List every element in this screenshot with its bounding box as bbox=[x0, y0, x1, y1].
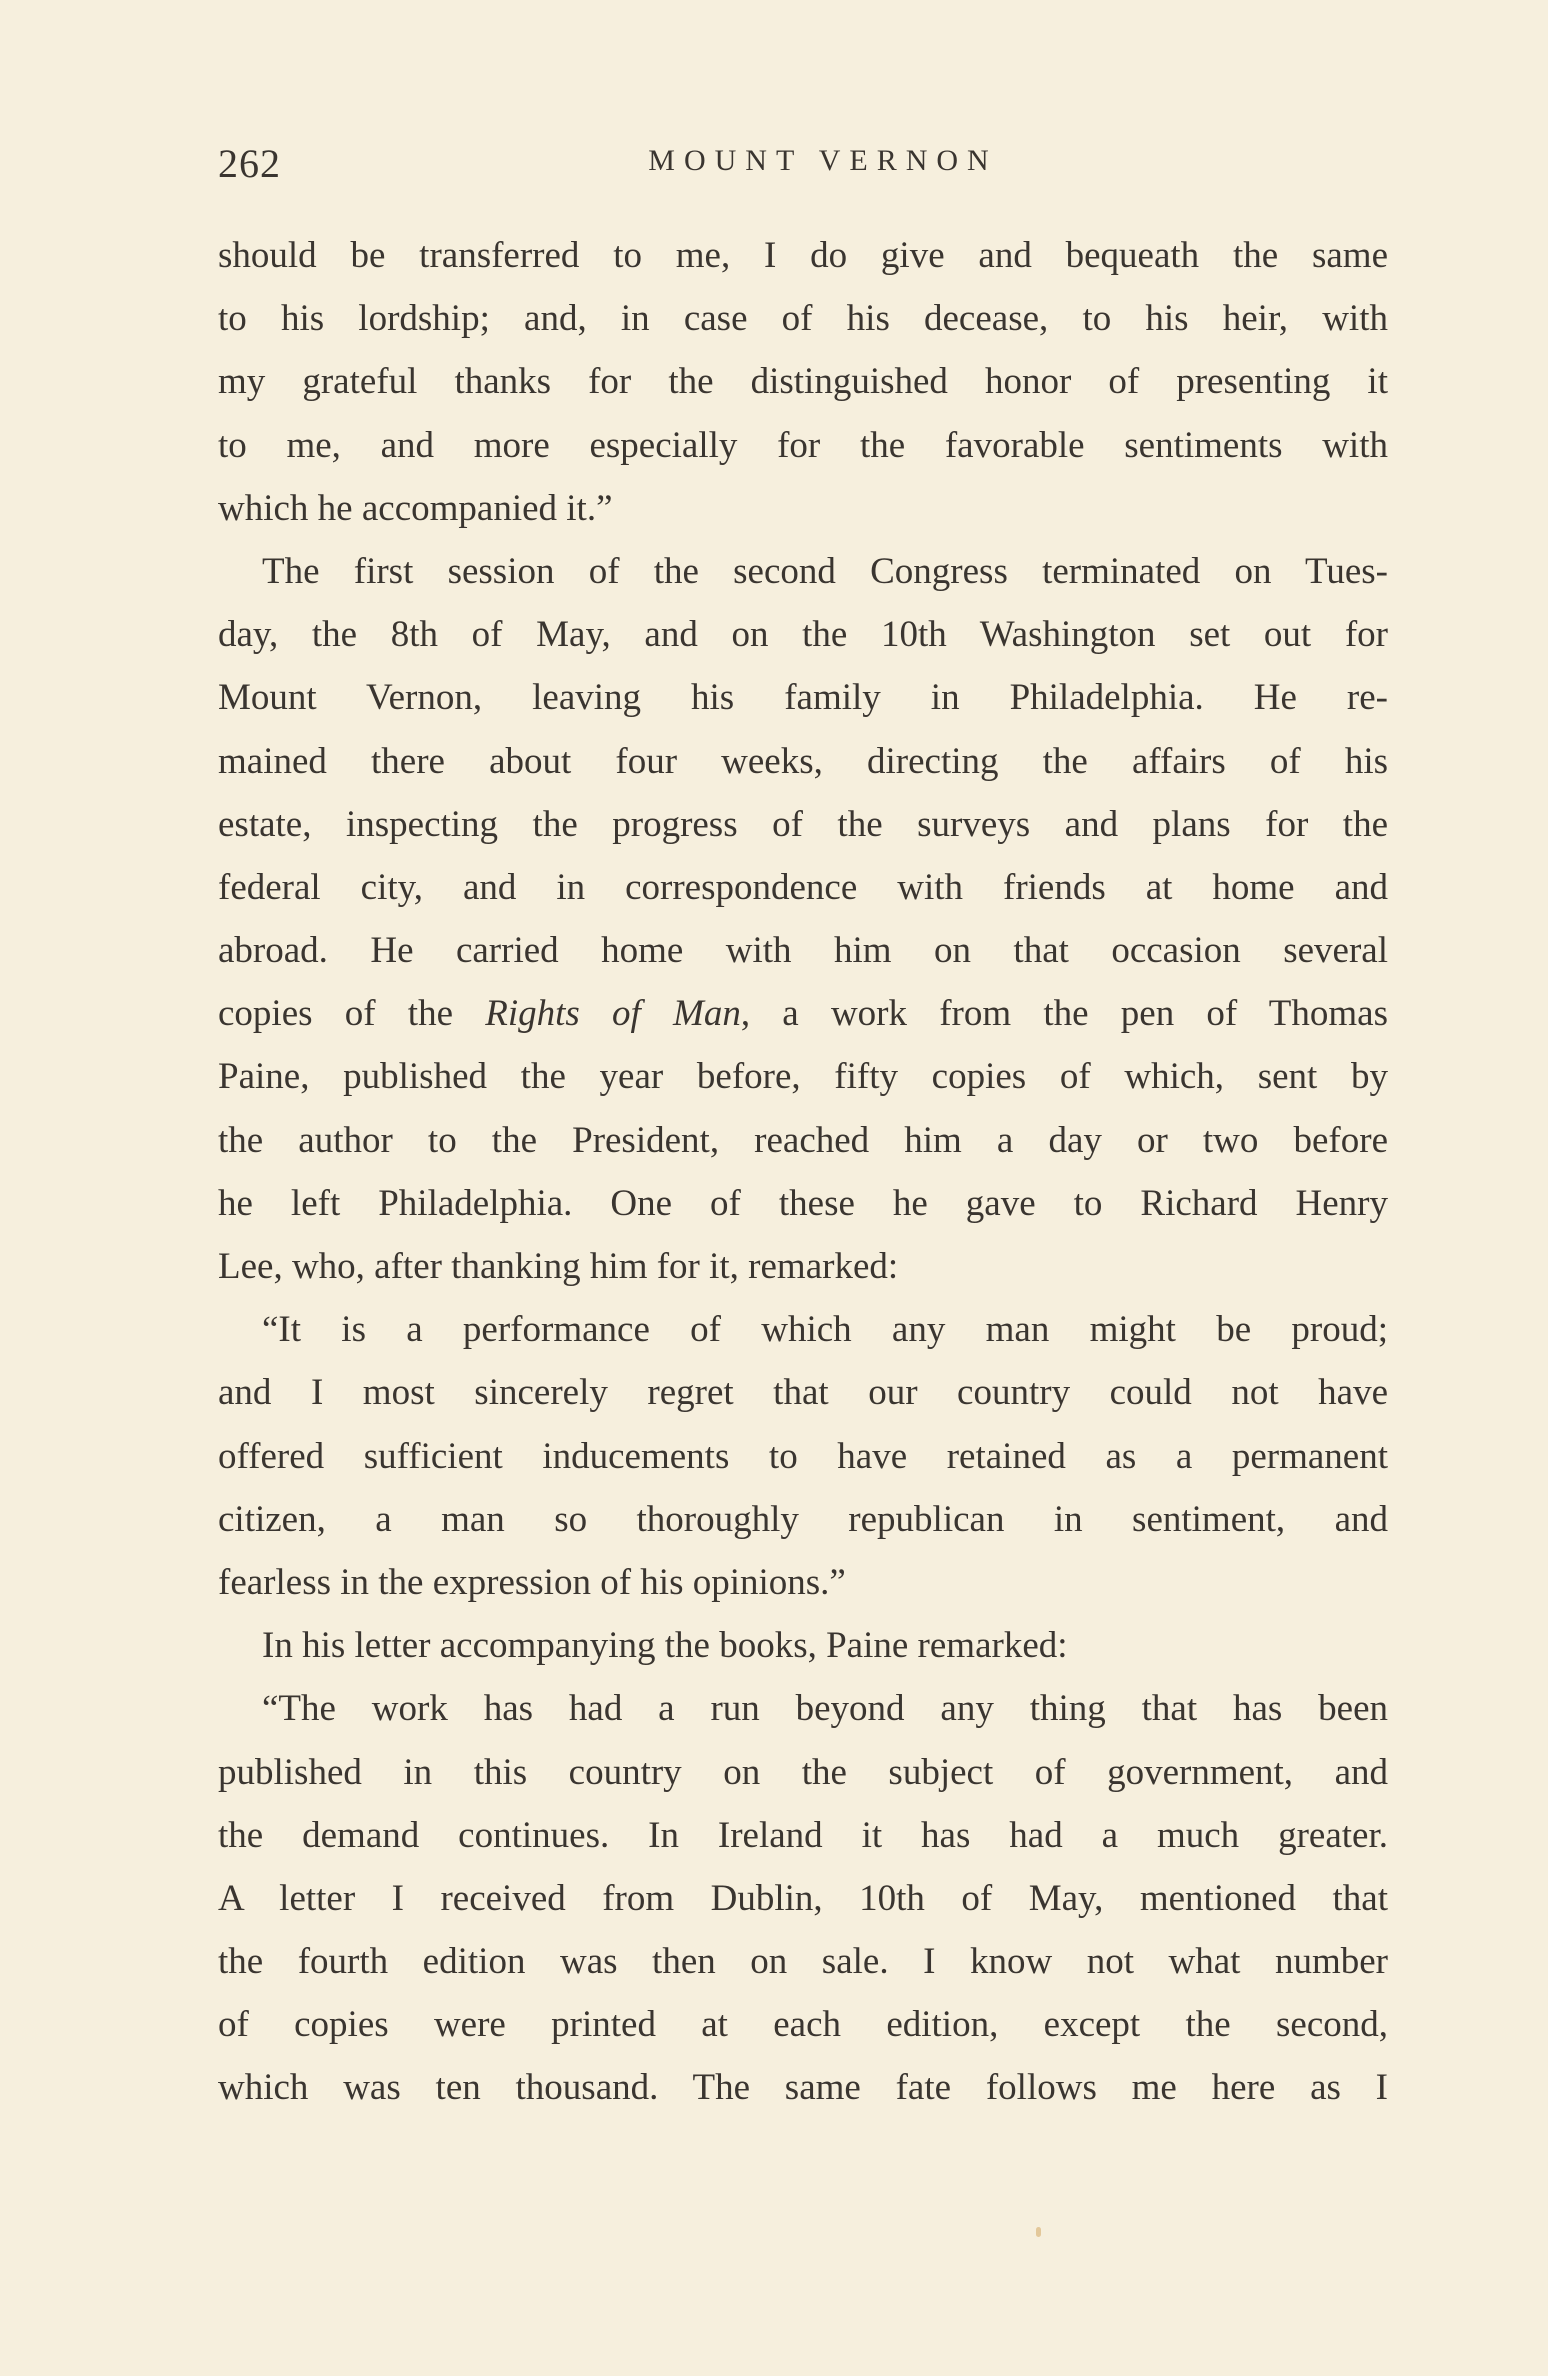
text-line: offered sufficient inducements to have retained as a permanent bbox=[218, 1435, 1388, 1477]
text-line: Lee, who, after thanking him for it, remarked: bbox=[218, 1246, 899, 1287]
text-line: federal city, and in correspondence with friends at home and bbox=[218, 866, 1388, 908]
text-line: Mount Vernon, leaving his family in Philadelphia. He re- bbox=[218, 677, 1388, 719]
text-line: citizen, a man so thoroughly republican in sentiment, and bbox=[218, 1498, 1388, 1540]
body-text bbox=[218, 224, 1388, 2120]
text-line: and I most sincerely regret that our country could not have bbox=[218, 1372, 1388, 1414]
book-title-rights-of-man: Rights of Man bbox=[485, 993, 741, 1035]
text-line: of copies were printed at each edition, except the second, bbox=[218, 2004, 1388, 2046]
text-line: published in this country on the subject of government, and bbox=[218, 1751, 1388, 1793]
text-line: “The work has had a run beyond any thing that has been bbox=[262, 1688, 1388, 1730]
text-line: Paine, published the year before, fifty copies of which, sent by bbox=[218, 1056, 1388, 1098]
text-line: the author to the President, reached him a day or two before bbox=[218, 1119, 1388, 1161]
page-number: 262 bbox=[218, 141, 281, 186]
paper-speck bbox=[1036, 2227, 1041, 2237]
text-line-start: copies of the bbox=[218, 993, 486, 1035]
running-head bbox=[218, 140, 1388, 190]
text-line: The first session of the second Congress terminated on Tues- bbox=[262, 550, 1388, 592]
text-line: mained there about four weeks, directing the affairs of his bbox=[218, 740, 1388, 782]
text-line: which he accompanied it.” bbox=[218, 487, 613, 529]
text-line: A letter I received from Dublin, 10th of May, mentioned that bbox=[218, 1877, 1388, 1919]
text-line: he left Philadelphia. One of these he gave to Richard Henry bbox=[218, 1182, 1388, 1224]
text-line: to me, and more especially for the favorable sentiments with bbox=[218, 424, 1388, 466]
text-line: estate, inspecting the progress of the surveys and plans for the bbox=[218, 803, 1388, 845]
text-line: In his letter accompanying the books, Paine remarked: bbox=[262, 1625, 1068, 1667]
text-line bbox=[218, 982, 1388, 1045]
text-line: to his lordship; and, in case of his decease, to his heir, with bbox=[218, 298, 1388, 340]
text-line-end: , a work from the pen of Thomas bbox=[740, 993, 1388, 1035]
running-title: MOUNT VERNON bbox=[648, 144, 998, 177]
text-line: the demand continues. In Ireland it has had a much greater. bbox=[218, 1814, 1388, 1856]
text-line: which was ten thousand. The same fate follows me here as I bbox=[218, 2067, 1388, 2109]
text-line: my grateful thanks for the distinguished honor of presenting it bbox=[218, 361, 1388, 403]
text-line: abroad. He carried home with him on that occasion several bbox=[218, 930, 1388, 972]
text-line: day, the 8th of May, and on the 10th Washington set out for bbox=[218, 614, 1388, 656]
text-line: “It is a performance of which any man might be proud; bbox=[262, 1309, 1388, 1351]
text-line: should be transferred to me, I do give and bequeath the same bbox=[218, 235, 1388, 276]
text-line: fearless in the expression of his opinions.” bbox=[218, 1561, 846, 1603]
text-line: the fourth edition was then on sale. I know not what number bbox=[218, 1941, 1388, 1983]
